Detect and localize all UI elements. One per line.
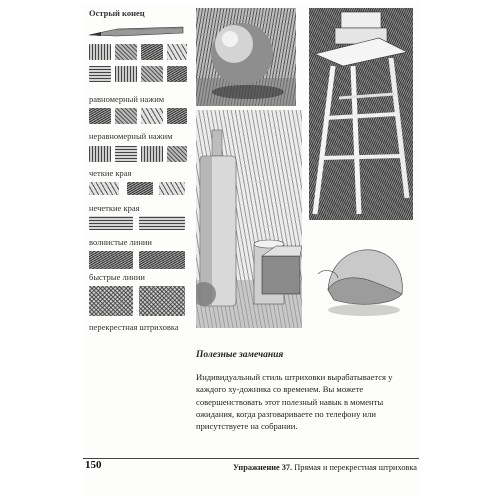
swatch xyxy=(167,66,187,82)
swatch xyxy=(167,108,187,124)
swatch xyxy=(141,108,163,124)
sphere-drawing xyxy=(196,8,296,106)
swatch xyxy=(89,216,133,230)
swatch xyxy=(139,251,185,269)
label-clear-edges: четкие края xyxy=(89,168,132,178)
pencil-illustration xyxy=(87,21,187,41)
swatch xyxy=(139,216,185,230)
label-wavy-lines: волнистые линии xyxy=(89,237,152,247)
swatch xyxy=(141,44,163,60)
swatch xyxy=(167,44,187,60)
label-fast-lines: быстрые линии xyxy=(89,272,145,282)
swatch xyxy=(89,66,111,82)
still-life-drawing xyxy=(196,110,302,328)
swatch xyxy=(89,251,133,269)
label-uneven-pressure: неравномерный нажим xyxy=(89,131,173,141)
swatch xyxy=(127,182,153,195)
swatch xyxy=(159,182,185,195)
label-sharp-tip: Острый конец xyxy=(89,8,145,18)
footer-rule xyxy=(83,458,419,459)
technique-column xyxy=(83,4,191,336)
label-even-pressure: равномерный нажим xyxy=(89,94,165,104)
swatch xyxy=(89,286,133,316)
label-unclear-edges: нечеткие края xyxy=(89,203,140,213)
swatch xyxy=(89,44,111,60)
exercise-label: Упражнение 37. xyxy=(233,463,293,472)
swatch xyxy=(115,108,137,124)
cap-drawing xyxy=(314,238,412,322)
swatch xyxy=(167,146,187,162)
notes-body: Индивидуальный стиль штриховки вырабатывается у каждого ху-дожника со временем. Вы можете совершенствовать этот полезный навык в моменты ожидания, когда разговариваете по телефону или присутствуете на собрании. xyxy=(196,372,393,432)
swatch xyxy=(139,286,185,316)
swatch xyxy=(89,108,111,124)
swatch xyxy=(141,146,163,162)
notes-title: Полезные замечания xyxy=(196,350,284,360)
lifeguard-chair-drawing xyxy=(309,8,413,220)
swatch xyxy=(115,146,137,162)
swatch xyxy=(141,66,163,82)
swatch xyxy=(89,182,119,195)
swatch xyxy=(115,66,137,82)
exercise-title: Прямая и перекрестная штриховка xyxy=(292,463,417,472)
swatch xyxy=(89,146,111,162)
footer-title xyxy=(233,463,417,472)
label-cross-hatching: перекрестная штриховка xyxy=(89,322,179,332)
page-number: 150 xyxy=(85,459,102,471)
swatch xyxy=(115,44,137,60)
